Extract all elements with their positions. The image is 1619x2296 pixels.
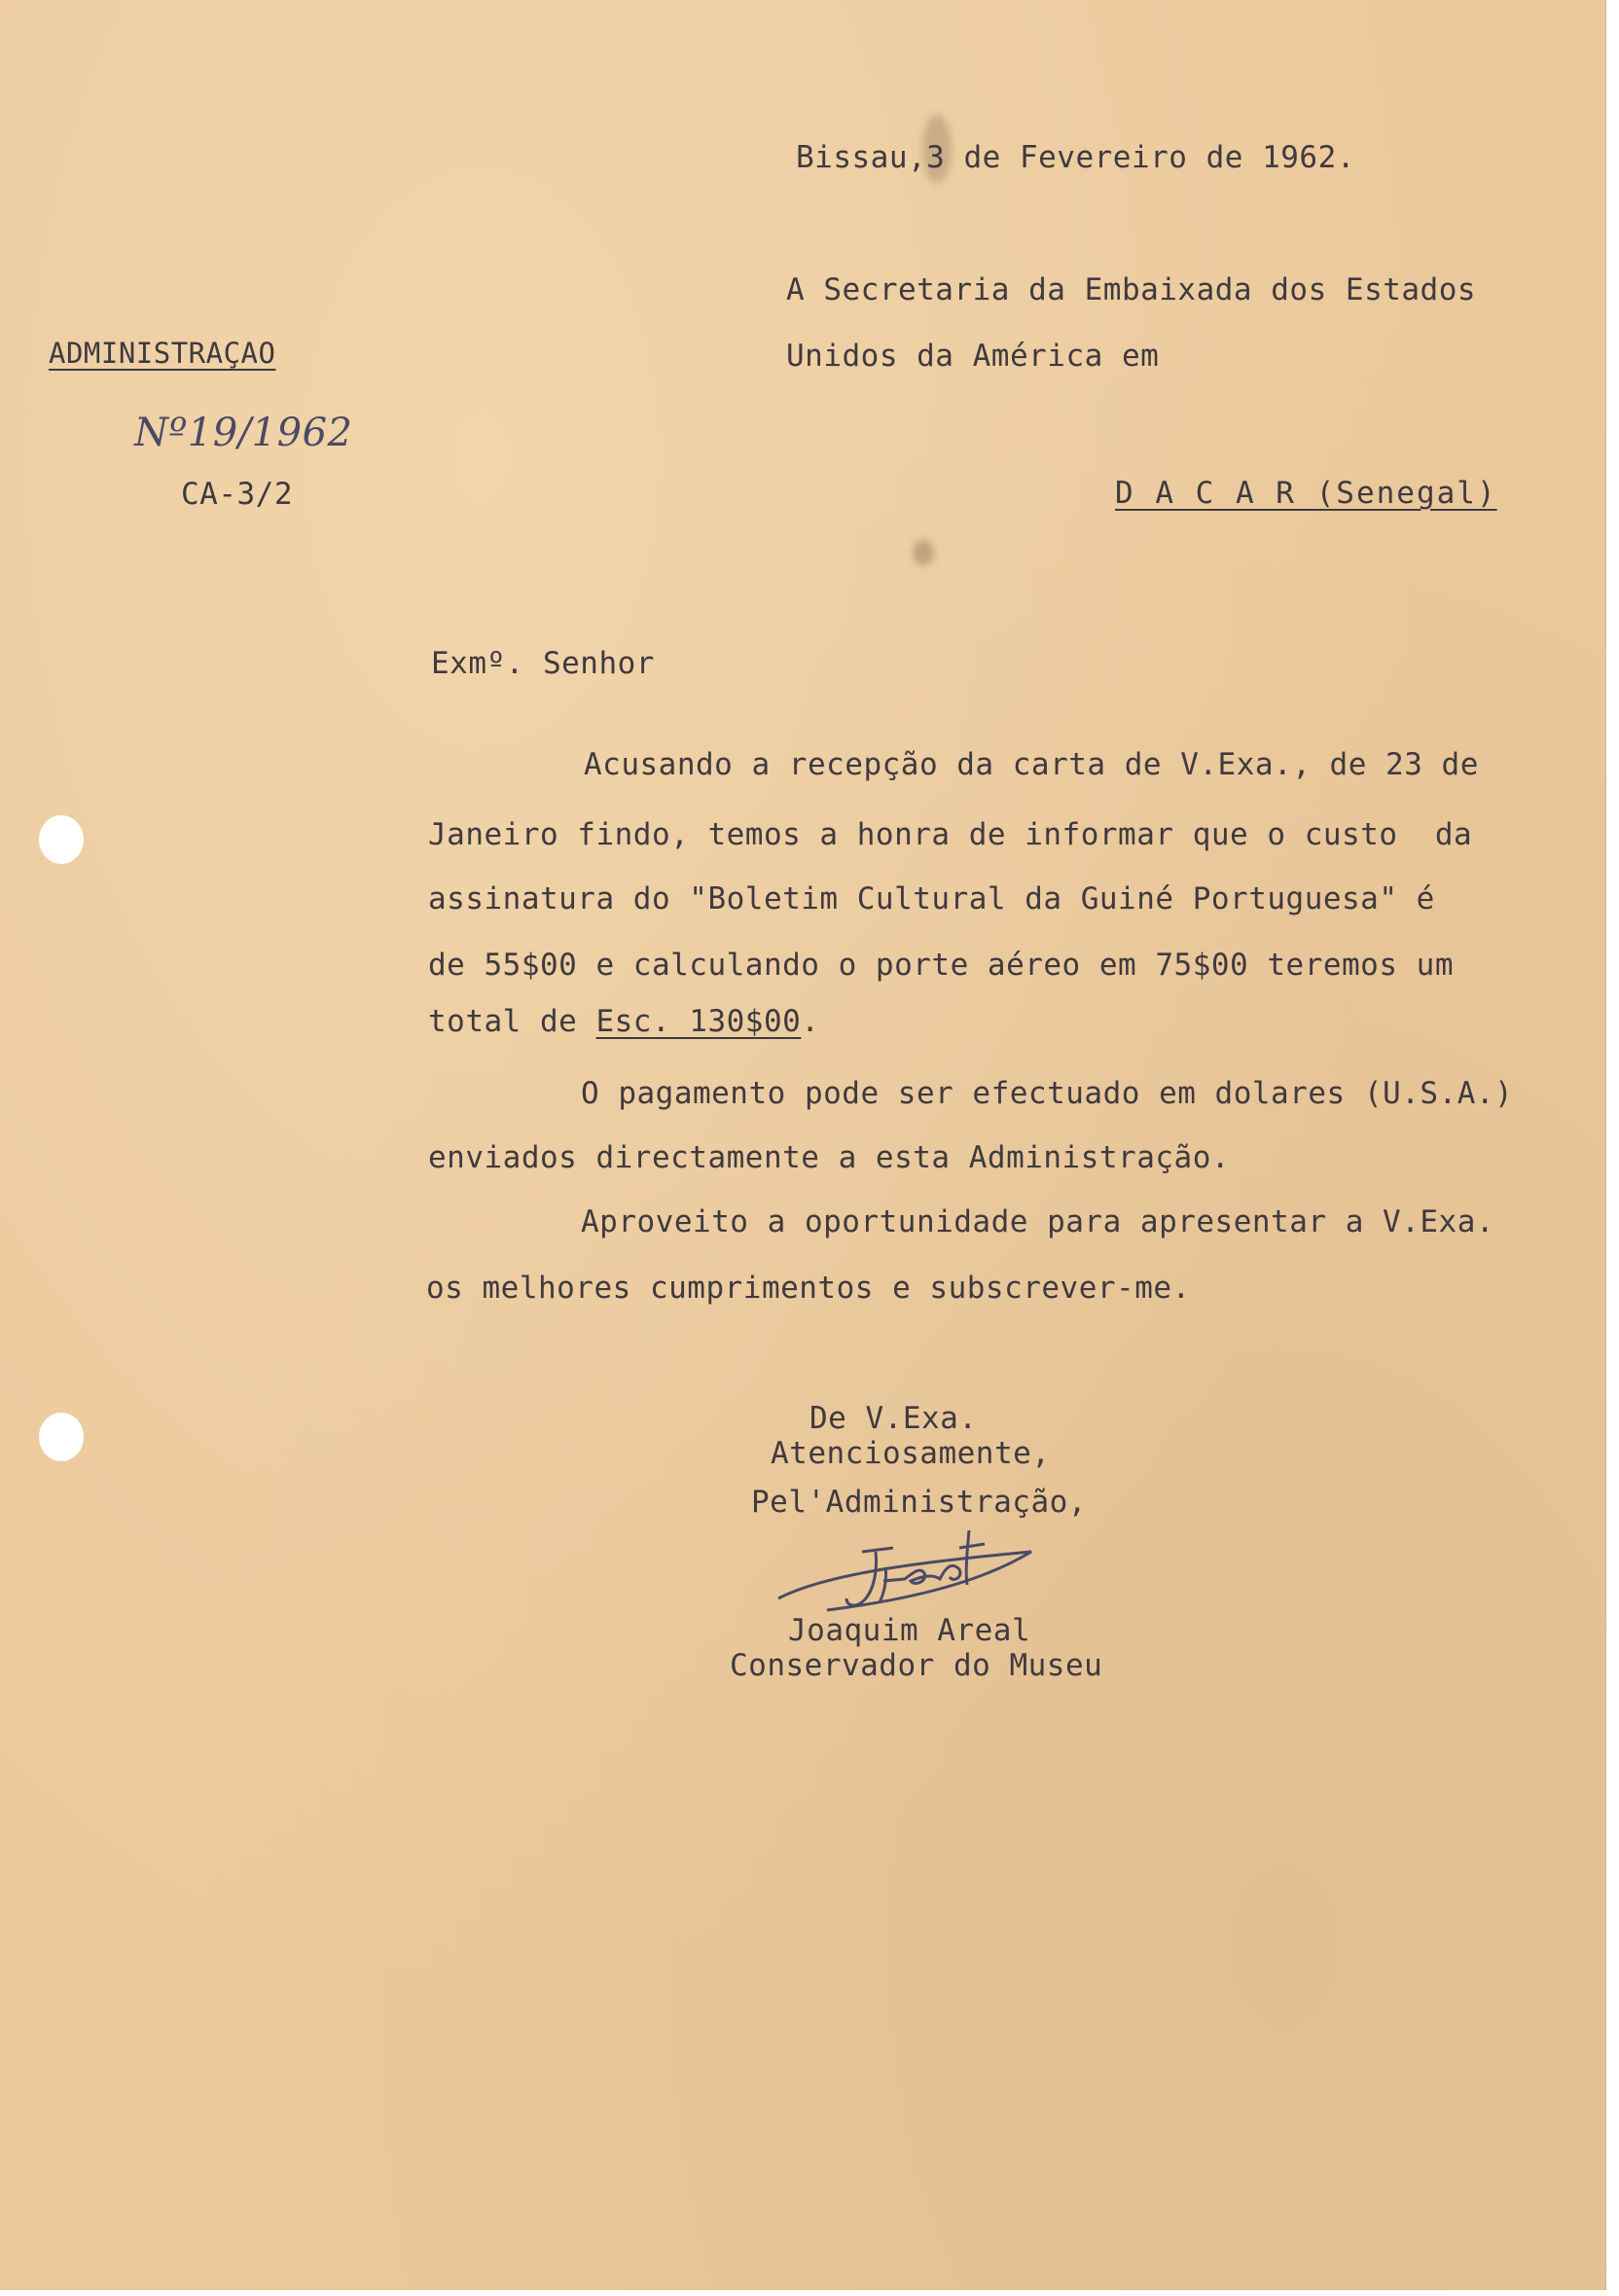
- department-heading: ADMINISTRAÇAO: [49, 337, 276, 370]
- body-line-9: os melhores cumprimentos e subscrever-me.: [426, 1271, 1191, 1306]
- ink-spot: [913, 540, 934, 565]
- total-period: .: [801, 1004, 820, 1039]
- body-line-7: enviados directamente a esta Administração.: [428, 1140, 1231, 1175]
- body-line-4: de 55$00 e calculando o porte aéreo em 75$00 teremos um: [428, 948, 1454, 983]
- closing-line-2: Atenciosamente,: [771, 1436, 1051, 1471]
- closing-line-1: De V.Exa.: [810, 1401, 978, 1436]
- recipient-line-2: Unidos da América em: [786, 339, 1160, 374]
- punch-hole-bottom: [39, 1413, 84, 1461]
- body-line-1: Acusando a recepção da carta de V.Exa., de 23 de: [584, 747, 1479, 782]
- body-line-3: assinatura do "Boletim Cultural da Guiné Portuguesa" é: [428, 881, 1435, 916]
- signatory-name: Joaquim Areal: [788, 1613, 1031, 1648]
- closing-line-3: Pel'Administração,: [751, 1485, 1087, 1520]
- reference-number: Nº19/1962: [134, 411, 353, 455]
- body-line-5: [428, 1004, 819, 1039]
- date-line: Bissau,3 de Fevereiro de 1962.: [796, 140, 1355, 175]
- recipient-city: D A C A R (Senegal): [1115, 476, 1497, 511]
- signatory-title: Conservador do Museu: [730, 1648, 1103, 1683]
- total-amount: Esc. 130$00: [595, 1004, 802, 1039]
- recipient-line-1: A Secretaria da Embaixada dos Estados: [786, 272, 1477, 307]
- body-line-2: Janeiro findo, temos a honra de informar que o custo da: [428, 817, 1473, 852]
- punch-hole-top: [39, 815, 84, 864]
- salutation: Exmº. Senhor: [431, 646, 655, 681]
- reference-code: CA-3/2: [181, 477, 293, 512]
- body-line-6: O pagamento pode ser efectuado em dolares (U.S.A.): [581, 1076, 1514, 1111]
- body-line-8: Aproveito a oportunidade para apresentar a V.Exa.: [581, 1204, 1495, 1239]
- total-label: total de: [428, 1004, 578, 1039]
